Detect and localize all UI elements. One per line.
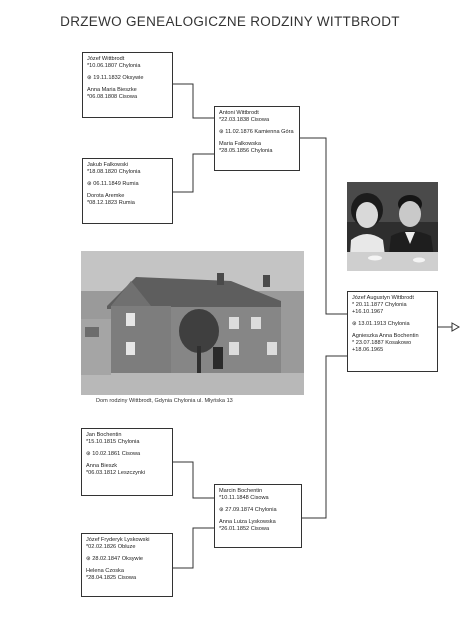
spouse-death-info: +18.06.1965 <box>352 347 384 353</box>
marriage-rings-icon: ⊛ <box>86 556 91 562</box>
birth-info: *15.10.1815 Chylonia <box>86 439 140 445</box>
person-name: Jakub Falkowski <box>87 162 129 168</box>
person-box-jozef-augustyn-wittbrodt <box>347 291 438 372</box>
spouse-birth-info: *06.08.1808 Cisowa <box>87 94 138 100</box>
spouse-birth-info: *06.03.1812 Leszczynki <box>86 470 146 476</box>
marriage-info: 13.01.1913 Chylonia <box>358 321 410 327</box>
marriage-info: 27.09.1874 Chylonia <box>225 507 277 513</box>
house-image <box>81 251 304 395</box>
person-box-marcin-bochentin <box>214 484 302 548</box>
birth-info: *22.03.1838 Cisowa <box>219 117 270 123</box>
family-house-photo <box>81 251 304 395</box>
person-name: Marcin Bochentin <box>219 488 263 494</box>
continue-arrow-icon <box>452 323 459 331</box>
birth-info: *18.08.1820 Chylonia <box>87 169 141 175</box>
couple-portrait-photo <box>347 182 438 271</box>
person-name: Józef Fryderyk Lyskowski <box>86 537 150 543</box>
marriage-rings-icon: ⊛ <box>219 507 224 513</box>
spouse-name: Anna Maria Bieszke <box>87 87 137 93</box>
marriage-info: 06.11.1849 Rumia <box>93 181 139 187</box>
spouse-name: Dorota Aremke <box>87 193 125 199</box>
birth-info: *10.11.1848 Cisowa <box>219 495 269 501</box>
person-box-jan-bochentin <box>81 428 173 496</box>
marriage-info: 10.02.1861 Cisowa <box>92 451 141 457</box>
birth-info: *10.06.1807 Chylonia <box>87 63 141 69</box>
page-title: DRZEWO GENEALOGICZNE RODZINY WITTBRODT <box>60 14 400 29</box>
person-name: Jan Bochentin <box>86 432 122 438</box>
spouse-name: Helena Czoska <box>86 568 124 574</box>
marriage-info: 11.02.1876 Kamienna Góra <box>225 129 294 135</box>
spouse-name: Anna Bieszk <box>86 463 118 469</box>
spouse-birth-info: * 23.07.1887 Kosakowo <box>352 340 412 346</box>
spouse-birth-info: *08.12.1823 Rumia <box>87 200 135 206</box>
spouse-birth-info: *28.04.1825 Cisowa <box>86 575 137 581</box>
marriage-rings-icon: ⊛ <box>86 451 91 457</box>
marriage-rings-icon: ⊛ <box>219 129 224 135</box>
birth-info: * 20.11.1877 Chylonia <box>352 302 407 308</box>
marriage-rings-icon: ⊛ <box>87 75 92 81</box>
spouse-name: Anna Luiza Lyskowska <box>219 519 276 525</box>
person-box-jakub-falkowski <box>82 158 173 224</box>
death-info: +16.10.1967 <box>352 309 384 315</box>
spouse-birth-info: *26.01.1852 Cisowa <box>219 526 270 532</box>
spouse-name: Agnieszka Anna Bochentin <box>352 333 419 339</box>
person-box-jozef-fryderyk-lyskowski <box>81 533 173 597</box>
person-name: Józef Augustyn Wittbrodt <box>352 295 414 301</box>
birth-info: *02.02.1826 Obluze <box>86 544 136 550</box>
person-name: Antoni Wittbrodt <box>219 110 259 116</box>
spouse-name: Maria Falkowska <box>219 141 261 147</box>
portrait-image <box>347 182 438 271</box>
person-box-jozef-wittbrodt <box>82 52 173 118</box>
person-box-antoni-wittbrodt <box>214 106 300 171</box>
marriage-rings-icon: ⊛ <box>87 181 92 187</box>
house-photo-caption: Dom rodziny Wittbrodt, Gdynia Chylonia ul. Młyńska 13 <box>96 398 233 404</box>
spouse-birth-info: *28.05.1856 Chylonia <box>219 148 273 154</box>
person-name: Józef Wittbrodt <box>87 56 125 62</box>
marriage-info: 28.02.1847 Oksywie <box>92 556 143 562</box>
marriage-rings-icon: ⊛ <box>352 321 357 327</box>
marriage-info: 19.11.1832 Oksywie <box>93 75 144 81</box>
